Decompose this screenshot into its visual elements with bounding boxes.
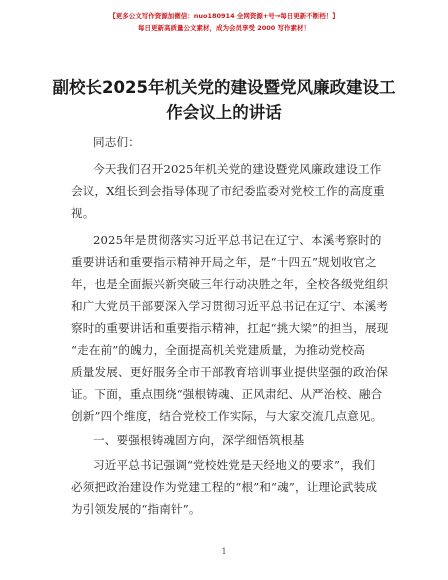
paragraph-2-line: 察时的重要讲话和重要指示精神，扛起“挑大梁”的担当，展现: [71, 321, 389, 335]
paragraph-1-line: 视。: [71, 206, 95, 220]
document-title-line-1: 副校长2025年机关党的建设暨党风廉政建设工: [52, 78, 396, 97]
paragraph-1-line: 今天我们召开2025年机关党的建设暨党风廉政建设工作: [93, 162, 382, 176]
paragraph-2-line: 年，也是全面振兴新突破三年行动决胜之年，全校各级党组织: [71, 277, 389, 291]
section-heading-1: 一、要强根铸魂固方向，深学细悟筑根基: [93, 433, 305, 447]
paragraph-3-line: 必须把政治建设作为党建工程的“根”和“魂”，让理论武装成: [71, 480, 378, 494]
paragraph-2-line: 2025年是贯彻落实习近平总书记在辽宁、本溪考察时的: [93, 233, 382, 247]
document-title-line-2: 作会议上的讲话: [166, 103, 282, 122]
paragraph-2-line: “走在前”的魄力，全面提高机关党建质量，为推动党校高: [71, 343, 366, 357]
salutation: 同志们：: [93, 135, 140, 149]
promo-banner-line-2: 每日更新高质量公文素材，成为会员享受 2000 写作素材！: [137, 24, 311, 32]
paragraph-2-line: 质量发展、更好服务全市干部教育培训事业提供坚强的政治保: [71, 365, 389, 379]
paragraph-3-line: 为引领发展的“指南针”。: [71, 502, 201, 516]
promo-banner-line-1: 【更多公文写作资源加微信：nuo180914 全网资源+号→每日更新不断档！】: [109, 12, 339, 20]
paragraph-2-line: 创新”四个维度，结合党校工作实际，与大家交流几点意见。: [71, 409, 383, 423]
paragraph-2-line: 重要讲话和重要指示精神开局之年，是“十四五”规划收官之: [71, 255, 377, 269]
paragraph-2-line: 和广大党员干部要深入学习贯彻习近平总书记在辽宁、本溪考: [71, 299, 389, 313]
paragraph-1-line: 会议，X组长到会指导体现了市纪委监委对党校工作的高度重: [71, 184, 385, 198]
page-number: 1: [221, 547, 227, 556]
paragraph-2-line: 证。下面，重点围绕“强根铸魂、正风肃纪、从严治校、融合: [71, 387, 383, 401]
paragraph-3-line: 习近平总书记强调“党校姓党是天经地义的要求”，我们: [93, 458, 376, 472]
